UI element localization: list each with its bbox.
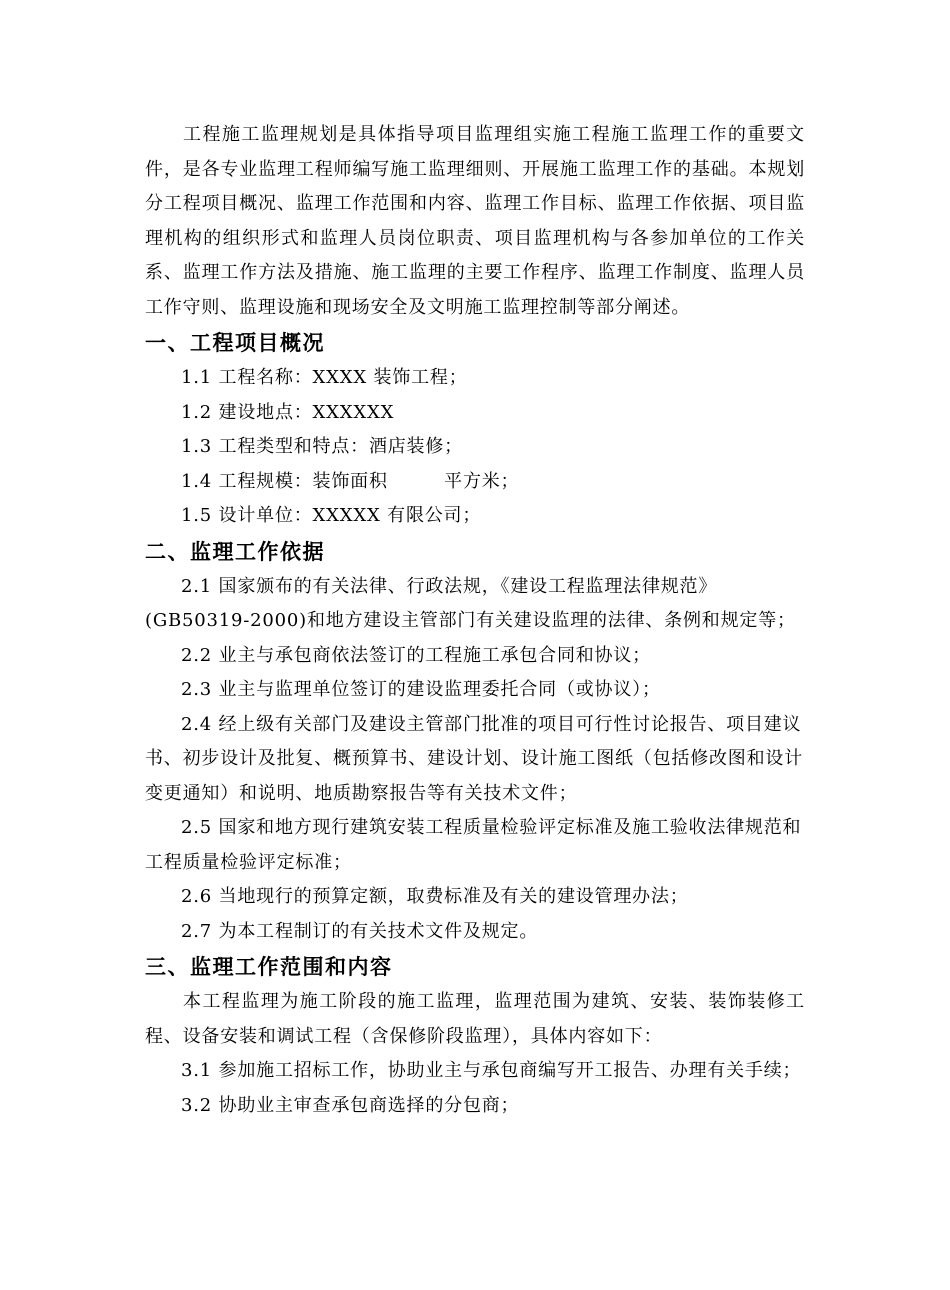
list-item: 2.4 经上级有关部门及建设主管部门批准的项目可行性讨论报告、项目建议书、初步设计及批复、概预算书、建设计划、设计施工图纸（包括修改图和设计变更通知）和说明、地质勘察报告等有关技术文件； <box>145 713 803 804</box>
list-item: 1.4 工程规模：装饰面积 平方米； <box>181 470 520 492</box>
intro-paragraph: 工程施工监理规划是具体指导项目监理组实施工程施工监理工作的重要文件，是各专业监理工程师编写施工监理细则、开展施工监理工作的基础。本规划分工程项目概况、监理工作范围和内容、监理工作目标、监理工作依据、项目监理机构的组织形式和监理人员岗位职责、项目监理机构与各参加单位的工作关系、监理工作方法及措施、施工监理的主要工作程序、监理工作制度、监理人员工作守则、监理设施和现场安全及文明施工监理控制等部分阐述。 <box>145 124 805 318</box>
section-heading-scope-and-content: 三、监理工作范围和内容 <box>145 955 393 979</box>
section-intro-paragraph: 本工程监理为施工阶段的施工监理，监理范围为建筑、安装、装饰装修工程、设备安装和调试工程（含保修阶段监理），具体内容如下： <box>145 991 805 1047</box>
section-heading-project-overview: 一、工程项目概况 <box>145 331 325 355</box>
list-item: 1.3 工程类型和特点：酒店装修； <box>181 436 463 457</box>
list-item: 1.5 设计单位：XXXXX 有限公司； <box>181 505 482 526</box>
list-item: 1.2 建设地点：XXXXXX <box>181 401 395 423</box>
list-item: 2.1 国家颁布的有关法律、行政法规，《建设工程监理法律规范》(GB50319-2000)和地方建设主管部门有关建设监理的法律、条例和规定等； <box>145 575 796 631</box>
list-item: 2.2 业主与承包商依法签订的工程施工承包合同和协议； <box>181 644 651 666</box>
document-body <box>145 118 805 1123</box>
list-item: 2.3 业主与监理单位签订的建设监理委托合同（或协议）； <box>181 679 661 700</box>
list-item: 1.1 工程名称：XXXX 装饰工程； <box>181 367 468 388</box>
list-item: 3.1 参加施工招标工作，协助业主与承包商编写开工报告、办理有关手续； <box>181 1060 802 1081</box>
list-item: 2.6 当地现行的预算定额，取费标准及有关的建设管理办法； <box>181 886 689 907</box>
section-heading-supervision-basis: 二、监理工作依据 <box>145 539 325 564</box>
list-item: 3.2 协助业主审查承包商选择的分包商； <box>181 1094 520 1116</box>
list-item: 2.7 为本工程制订的有关技术文件及规定。 <box>181 920 539 942</box>
list-item: 2.5 国家和地方现行建筑安装工程质量检验评定标准及施工验收法律规范和工程质量检验评定标准； <box>145 817 802 873</box>
